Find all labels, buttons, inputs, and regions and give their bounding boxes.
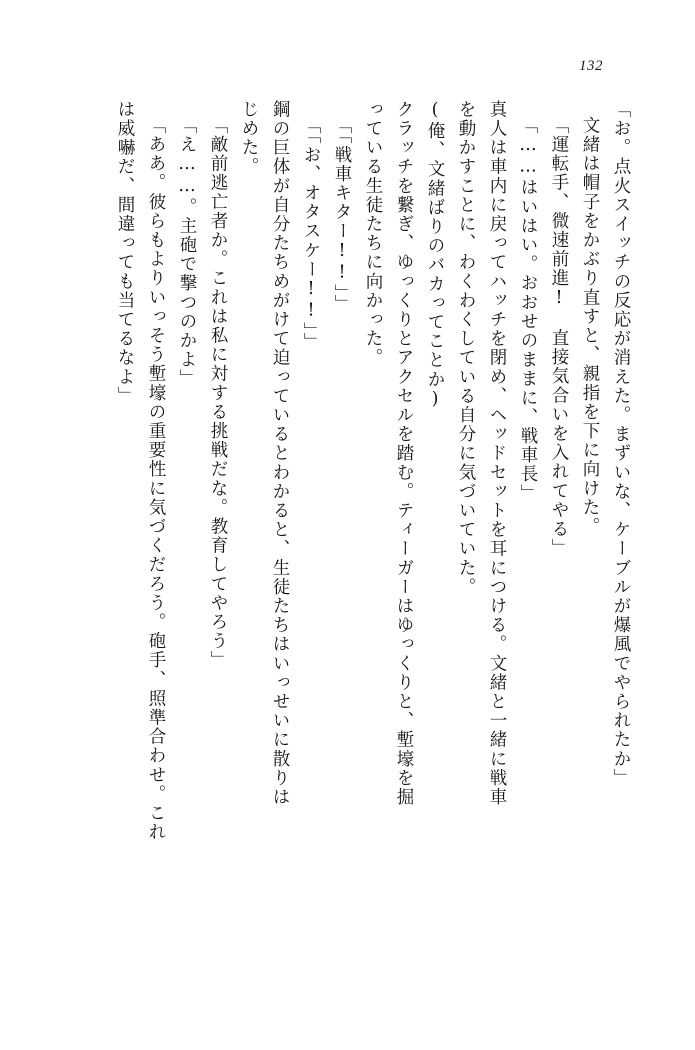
text-line: 「え……。主砲で撃つのかよ」: [177, 116, 197, 389]
text-line: 「「戦車キター!!」」: [332, 116, 352, 314]
text-line: 「「お、オタスケー!!」」: [301, 116, 321, 352]
text-line: 「敵前逃亡者か。これは私に対する挑戦だな。教育してやろう」: [208, 116, 228, 670]
page-number: 132: [579, 58, 603, 74]
text-line: 文緒は帽子をかぶり直すと、親指を下に向けた。: [580, 116, 600, 537]
text-line: を動かすことに、わくわくしている自分に気づいていた。: [456, 100, 476, 597]
text-line: 真人は車内に戻ってハッチを閉め、ヘッドセットを耳につける。文緒と一緒に戦車: [487, 100, 507, 807]
text-line: 「運転手、微速前進! 直接気合いを入れてやる」: [549, 116, 569, 558]
text-line: っている生徒たちに向かった。: [363, 100, 383, 368]
text-line: は威嚇だ、間違っても当てるなよ」: [115, 100, 135, 406]
text-line: クラッチを繋ぎ、ゆっくりとアクセルを踏む。ティーガーはゆっくりと、塹壕を掘: [394, 100, 414, 807]
text-line: (俺、文緒ばりのバカってことか): [425, 100, 445, 411]
text-line: 鋼の巨体が自分たちめがけて迫っているとわかると、生徒たちはいっせいに散りは: [270, 100, 290, 807]
text-line: 「ああ。彼らもよりいっそう塹壕の重要性に気づくだろう。砲手、照準合わせ。これ: [146, 116, 166, 842]
text-line: 「お。点火スイッチの反応が消えた。まずいな、ケーブルが爆風でやられたか」: [611, 100, 631, 788]
text-line: じめた。: [239, 100, 259, 177]
text-line: 「……はいはい。おおせのままに、戦車長」: [518, 116, 538, 503]
vertical-body-text: [52, 100, 629, 960]
